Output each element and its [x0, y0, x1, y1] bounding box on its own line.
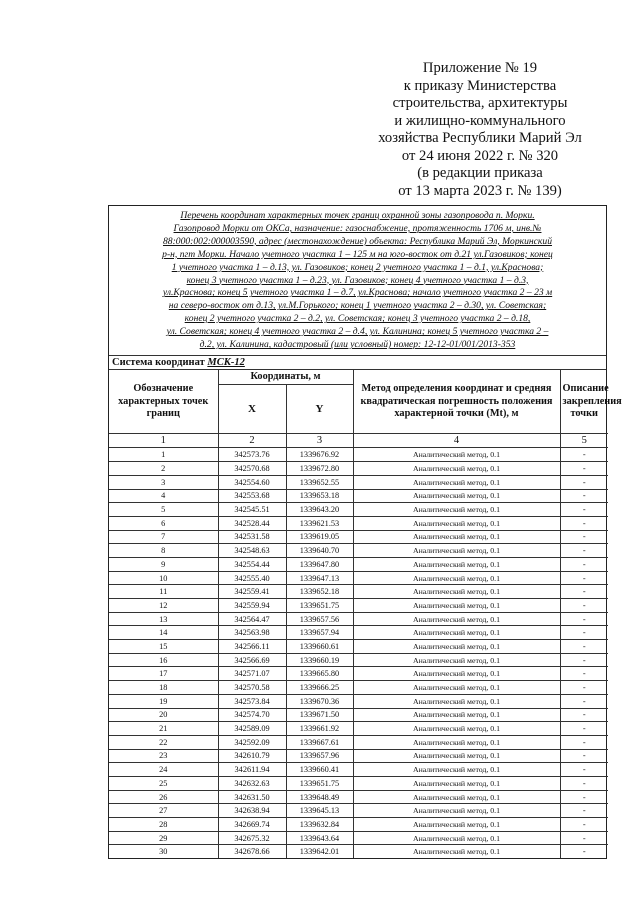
fixation: - — [560, 462, 608, 476]
coordinates-document-table — [108, 205, 622, 859]
table-row — [109, 585, 608, 599]
coord-y: 1339642.01 — [286, 845, 353, 858]
coord-x: 342559.94 — [218, 599, 286, 613]
object-description — [109, 206, 606, 356]
header-line: и жилищно-коммунального — [394, 112, 566, 129]
method: Аналитический метод, 0.1 — [353, 722, 560, 736]
fixation: - — [560, 475, 608, 489]
fixation: - — [560, 503, 608, 517]
table-row — [109, 667, 608, 681]
method: Аналитический метод, 0.1 — [353, 790, 560, 804]
fixation: - — [560, 557, 608, 571]
fixation: - — [560, 708, 608, 722]
fixation: - — [560, 530, 608, 544]
coord-x: 342559.41 — [218, 585, 286, 599]
table-row — [109, 516, 608, 530]
coord-y: 1339648.49 — [286, 790, 353, 804]
table-row — [109, 763, 608, 777]
coord-x: 342548.63 — [218, 544, 286, 558]
fixation: - — [560, 516, 608, 530]
table-row — [109, 475, 608, 489]
fixation: - — [560, 653, 608, 667]
header-line: хозяйства Республики Марий Эл — [378, 130, 582, 146]
coord-x: 342566.69 — [218, 653, 286, 667]
header-coords: Координаты, м — [218, 370, 353, 385]
coord-y: 1339666.25 — [286, 681, 353, 695]
point-number: 3 — [109, 475, 218, 489]
column-number: 1 — [109, 434, 218, 448]
header-line: строительства, архитектуры — [392, 95, 568, 111]
table-row — [109, 681, 608, 695]
coord-x: 342563.98 — [218, 626, 286, 640]
method: Аналитический метод, 0.1 — [353, 516, 560, 530]
header-line: от 24 июня 2022 г. № 320 — [401, 147, 559, 164]
coord-x: 342528.44 — [218, 516, 286, 530]
coord-y: 1339660.61 — [286, 640, 353, 654]
coord-y: 1339671.50 — [286, 708, 353, 722]
method: Аналитический метод, 0.1 — [353, 626, 560, 640]
method: Аналитический метод, 0.1 — [353, 571, 560, 585]
fixation: - — [560, 667, 608, 681]
coord-x: 342589.09 — [218, 722, 286, 736]
table-row — [109, 845, 608, 858]
header-line: (в редакции приказа — [417, 165, 543, 181]
method: Аналитический метод, 0.1 — [353, 475, 560, 489]
point-number: 11 — [109, 585, 218, 599]
point-number: 9 — [109, 557, 218, 571]
coord-x: 342554.60 — [218, 475, 286, 489]
header-line: от 13 марта 2023 г. № 139) — [398, 182, 562, 199]
coordinates-table — [109, 370, 622, 858]
coordinate-system-row — [109, 356, 606, 370]
coord-y: 1339660.19 — [286, 653, 353, 667]
fixation: - — [560, 776, 608, 790]
point-number: 6 — [109, 516, 218, 530]
description-line: ул. Советская; конец 4 учетного участка 2 – д.4, ул. Калинина; конец 5 учетного участка 2 – — [166, 326, 549, 338]
coord-x: 342553.68 — [218, 489, 286, 503]
coord-y: 1339667.61 — [286, 735, 353, 749]
point-number: 18 — [109, 681, 218, 695]
fixation: - — [560, 722, 608, 736]
header-y: Y — [286, 385, 353, 434]
coord-y: 1339645.13 — [286, 804, 353, 818]
coord-y: 1339640.70 — [286, 544, 353, 558]
point-number: 1 — [109, 448, 218, 462]
table-row — [109, 544, 608, 558]
coord-y: 1339643.64 — [286, 831, 353, 845]
description-line: Перечень координат характерных точек границ охранной зоны газопровода п. Морки. — [180, 210, 535, 221]
coord-y: 1339665.80 — [286, 667, 353, 681]
point-number: 25 — [109, 776, 218, 790]
method: Аналитический метод, 0.1 — [353, 557, 560, 571]
method: Аналитический метод, 0.1 — [353, 845, 560, 858]
coordinates-rows — [109, 448, 608, 858]
description-line: ул.Краснова; конец 5 учетного участка 1 – д.7, ул.Краснова; начало учетного участка 2 – 23 м — [162, 287, 553, 299]
point-number: 21 — [109, 722, 218, 736]
point-number: 23 — [109, 749, 218, 763]
table-row — [109, 694, 608, 708]
method: Аналитический метод, 0.1 — [353, 612, 560, 626]
coord-y: 1339632.84 — [286, 818, 353, 832]
fixation: - — [560, 790, 608, 804]
coord-x: 342531.58 — [218, 530, 286, 544]
coord-y: 1339676.92 — [286, 448, 353, 462]
column-number: 2 — [218, 434, 286, 448]
table-row — [109, 571, 608, 585]
coord-x: 342555.40 — [218, 571, 286, 585]
point-number: 26 — [109, 790, 218, 804]
table-row — [109, 462, 608, 476]
column-number: 5 — [560, 434, 608, 448]
fixation: - — [560, 694, 608, 708]
fixation: - — [560, 640, 608, 654]
header-x: X — [218, 385, 286, 434]
method: Аналитический метод, 0.1 — [353, 462, 560, 476]
point-number: 8 — [109, 544, 218, 558]
fixation: - — [560, 735, 608, 749]
coord-y: 1339672.80 — [286, 462, 353, 476]
table-row — [109, 612, 608, 626]
coord-x: 342545.51 — [218, 503, 286, 517]
coord-y: 1339643.20 — [286, 503, 353, 517]
coord-x: 342631.50 — [218, 790, 286, 804]
fixation: - — [560, 681, 608, 695]
description-line: р-н, пгт Морки. Начало учетного участка 1 – 125 м на юго-восток от д.21 ул.Газовиков; конец — [162, 248, 553, 260]
coord-x: 342638.94 — [218, 804, 286, 818]
method: Аналитический метод, 0.1 — [353, 804, 560, 818]
method: Аналитический метод, 0.1 — [353, 530, 560, 544]
method: Аналитический метод, 0.1 — [353, 831, 560, 845]
point-number: 27 — [109, 804, 218, 818]
point-number: 5 — [109, 503, 218, 517]
header-method: Метод определения координат и средняя квадратическая погрешность положения характерной точки (Mt), м — [353, 370, 560, 434]
point-number: 29 — [109, 831, 218, 845]
fixation: - — [560, 845, 608, 858]
method: Аналитический метод, 0.1 — [353, 735, 560, 749]
fixation: - — [560, 571, 608, 585]
coord-x: 342573.84 — [218, 694, 286, 708]
point-number: 7 — [109, 530, 218, 544]
column-number: 4 — [353, 434, 560, 448]
table-row — [109, 557, 608, 571]
fixation: - — [560, 599, 608, 613]
fixation: - — [560, 448, 608, 462]
method: Аналитический метод, 0.1 — [353, 585, 560, 599]
description-line: Газопровод Морки от ОКСа, назначение: газоснабжение, протяженность 1706 м, инв.№ — [173, 222, 542, 234]
method: Аналитический метод, 0.1 — [353, 653, 560, 667]
point-number: 28 — [109, 818, 218, 832]
point-number: 4 — [109, 489, 218, 503]
coord-x: 342610.79 — [218, 749, 286, 763]
coord-y: 1339657.94 — [286, 626, 353, 640]
coord-y: 1339661.92 — [286, 722, 353, 736]
coord-y: 1339652.55 — [286, 475, 353, 489]
method: Аналитический метод, 0.1 — [353, 667, 560, 681]
coord-x: 342571.07 — [218, 667, 286, 681]
fixation: - — [560, 749, 608, 763]
method: Аналитический метод, 0.1 — [353, 694, 560, 708]
point-number: 16 — [109, 653, 218, 667]
coord-y: 1339653.18 — [286, 489, 353, 503]
table-row — [109, 599, 608, 613]
table-row — [109, 640, 608, 654]
method: Аналитический метод, 0.1 — [353, 763, 560, 777]
method: Аналитический метод, 0.1 — [353, 448, 560, 462]
header-line: Приложение № 19 — [422, 60, 538, 76]
coord-x: 342675.32 — [218, 831, 286, 845]
table-row — [109, 790, 608, 804]
coord-x: 342554.44 — [218, 557, 286, 571]
method: Аналитический метод, 0.1 — [353, 599, 560, 613]
point-number: 22 — [109, 735, 218, 749]
coordinate-system-label: Система координат — [112, 356, 205, 368]
method: Аналитический метод, 0.1 — [353, 544, 560, 558]
table-row — [109, 735, 608, 749]
method: Аналитический метод, 0.1 — [353, 818, 560, 832]
coord-x: 342570.58 — [218, 681, 286, 695]
method: Аналитический метод, 0.1 — [353, 749, 560, 763]
description-line: 1 учетного участка 1 – д.13, ул. Газовиков; конец 2 учетного участка 1 – д.1, ул.Краснова; — [171, 261, 544, 273]
table-row — [109, 530, 608, 544]
coord-x: 342678.66 — [218, 845, 286, 858]
fixation: - — [560, 763, 608, 777]
table-row — [109, 626, 608, 640]
table-row — [109, 489, 608, 503]
point-number: 12 — [109, 599, 218, 613]
fixation: - — [560, 626, 608, 640]
fixation: - — [560, 818, 608, 832]
table-row — [109, 818, 608, 832]
fixation: - — [560, 544, 608, 558]
coord-x: 342573.76 — [218, 448, 286, 462]
coord-x: 342574.70 — [218, 708, 286, 722]
appendix-header — [350, 60, 610, 200]
table-row — [109, 749, 608, 763]
description-line: конец 3 учетного участка 1 – д.23, ул. Газовиков; конец 4 учетного участка 1 – д.3, — [186, 274, 529, 286]
method: Аналитический метод, 0.1 — [353, 776, 560, 790]
method: Аналитический метод, 0.1 — [353, 640, 560, 654]
fixation: - — [560, 585, 608, 599]
coord-x: 342566.11 — [218, 640, 286, 654]
point-number: 20 — [109, 708, 218, 722]
description-line: конец 2 учетного участка 2 – д.2, ул. Советская; конец 3 учетного участка 2 – д.18, — [184, 313, 531, 325]
table-row — [109, 708, 608, 722]
coord-x: 342592.09 — [218, 735, 286, 749]
coord-y: 1339651.75 — [286, 599, 353, 613]
coord-y: 1339657.56 — [286, 612, 353, 626]
fixation: - — [560, 612, 608, 626]
table-row — [109, 804, 608, 818]
point-number: 2 — [109, 462, 218, 476]
point-number: 10 — [109, 571, 218, 585]
coord-y: 1339652.18 — [286, 585, 353, 599]
fixation: - — [560, 489, 608, 503]
point-number: 19 — [109, 694, 218, 708]
coord-y: 1339647.80 — [286, 557, 353, 571]
method: Аналитический метод, 0.1 — [353, 489, 560, 503]
coord-x: 342570.68 — [218, 462, 286, 476]
coord-x: 342632.63 — [218, 776, 286, 790]
coord-y: 1339619.05 — [286, 530, 353, 544]
table-row — [109, 448, 608, 462]
coord-y: 1339670.36 — [286, 694, 353, 708]
coord-y: 1339651.75 — [286, 776, 353, 790]
method: Аналитический метод, 0.1 — [353, 503, 560, 517]
header-line: к приказу Министерства — [403, 77, 557, 94]
point-number: 24 — [109, 763, 218, 777]
fixation: - — [560, 831, 608, 845]
coord-x: 342669.74 — [218, 818, 286, 832]
column-number: 3 — [286, 434, 353, 448]
table-row — [109, 722, 608, 736]
table-row — [109, 653, 608, 667]
point-number: 15 — [109, 640, 218, 654]
point-number: 17 — [109, 667, 218, 681]
point-number: 30 — [109, 845, 218, 858]
coord-y: 1339647.13 — [286, 571, 353, 585]
description-line: на северо-восток от д.13, ул.М.Горького; конец 1 учетного участка 2 – д.30, ул. Советская; — [168, 300, 547, 312]
coord-y: 1339621.53 — [286, 516, 353, 530]
point-number: 14 — [109, 626, 218, 640]
description-line: д.2, ул. Калинина, кадастровый (или условный) номер: 12-12-01/001/2013-353 — [199, 339, 516, 351]
header-description: Описание закрепления точки — [560, 370, 608, 434]
fixation: - — [560, 804, 608, 818]
method: Аналитический метод, 0.1 — [353, 681, 560, 695]
table-row — [109, 503, 608, 517]
coord-y: 1339657.96 — [286, 749, 353, 763]
method: Аналитический метод, 0.1 — [353, 708, 560, 722]
coord-y: 1339660.41 — [286, 763, 353, 777]
coordinate-system-value: МСК-12 — [207, 356, 245, 368]
description-line: 88:000:002:000003590, адрес (местонахождение) объекта: Республика Марий Эл, Моркинский — [162, 235, 553, 247]
coord-x: 342564.47 — [218, 612, 286, 626]
header-point: Обозначение характерных точек границ — [109, 370, 218, 434]
table-row — [109, 831, 608, 845]
point-number: 13 — [109, 612, 218, 626]
table-row — [109, 776, 608, 790]
coord-x: 342611.94 — [218, 763, 286, 777]
